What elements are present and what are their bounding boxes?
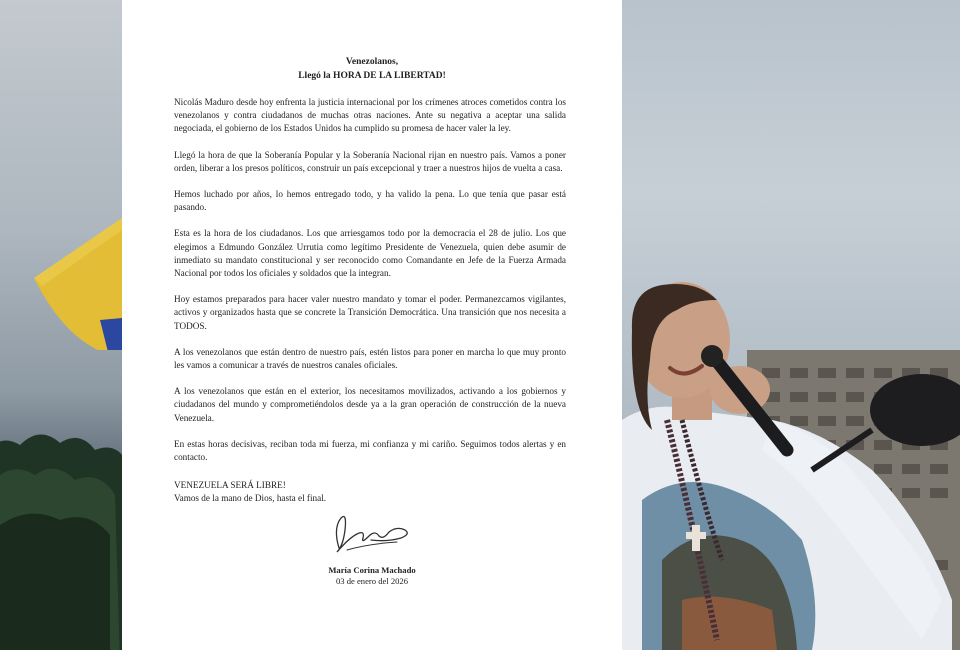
- letter-body: [174, 96, 566, 477]
- paragraph: Nicolás Maduro desde hoy enfrenta la justicia internacional por los crímenes atroces cometidos contra los venezolanos y contra ciudadanos de muchas otras naciones. Ante su negativa a aceptar una salida negociada, el gobierno de los Estados Unidos ha cumplido su promesa de hacer valer la ley.: [174, 97, 566, 134]
- paragraph: A los venezolanos que están en el exterior, los necesitamos movilizados, activando a los gobiernos y ciudadanos del mundo y comprometiéndolos desde ya a la gran operación de construcción de la nueva Venezuela.: [174, 386, 566, 423]
- paragraph: Llegó la hora de que la Soberanía Popular y la Soberanía Nacional rijan en nuestro país. Vamos a poner orden, liberar a los presos políticos, construir un país excepcional y traer a nuestros hijos de vuelta a casa.: [174, 149, 566, 173]
- letter-closing: [174, 479, 566, 505]
- signer-name: María Corina Machado: [328, 565, 416, 575]
- paragraph: Esta es la hora de los ciudadanos. Los que arriesgamos todo por la democracia el 28 de julio. Los que elegimos a Edmundo González Urrutia como legítimo Presidente de Venezuela, quien debe asumir de inmediato su mandato constitucional y ser reconocido como Comandante en Jefe de la Fuerza Armada Nacional por todos los oficiales y soldados que la integran.: [174, 228, 566, 279]
- salutation-line-2: Llegó la HORA DE LA LIBERTAD!: [298, 71, 446, 81]
- paragraph: Hemos luchado por años, lo hemos entregado todo, y ha valido la pena. Lo que tenía que pasar está pasando.: [174, 189, 566, 213]
- letter-document: [122, 0, 622, 650]
- signer-block: [122, 565, 622, 587]
- letter-heading: [122, 55, 622, 83]
- paragraph: Hoy estamos preparados para hacer valer nuestro mandato y tomar el poder. Permanezcamos vigilantes, activos y organizados hasta que se concrete la Transición Democrática. Una transición que nos necesita a TODOS.: [174, 294, 566, 331]
- closing-line-2: Vamos de la mano de Dios, hasta el final.: [174, 493, 327, 504]
- salutation-line-1: Venezolanos,: [345, 57, 399, 67]
- handwritten-signature: [327, 508, 417, 560]
- paragraph: A los venezolanos que están dentro de nuestro país, estén listos para poner en marcha lo que muy pronto les vamos a comunicar a través de nuestros canales oficiales.: [174, 346, 566, 371]
- trees-image: [0, 425, 122, 650]
- left-photo: [0, 0, 122, 650]
- venezuelan-flag-image: [30, 200, 122, 350]
- speaker-photo-image: [622, 0, 960, 650]
- right-photo: [622, 0, 960, 650]
- letter-date: 03 de enero del 2026: [335, 576, 409, 586]
- paragraph: En estas horas decisivas, reciban toda mi fuerza, mi confianza y mi cariño. Seguimos todos alertas y en contacto.: [174, 438, 566, 463]
- closing-line-1: VENEZUELA SERÁ LIBRE!: [174, 480, 286, 490]
